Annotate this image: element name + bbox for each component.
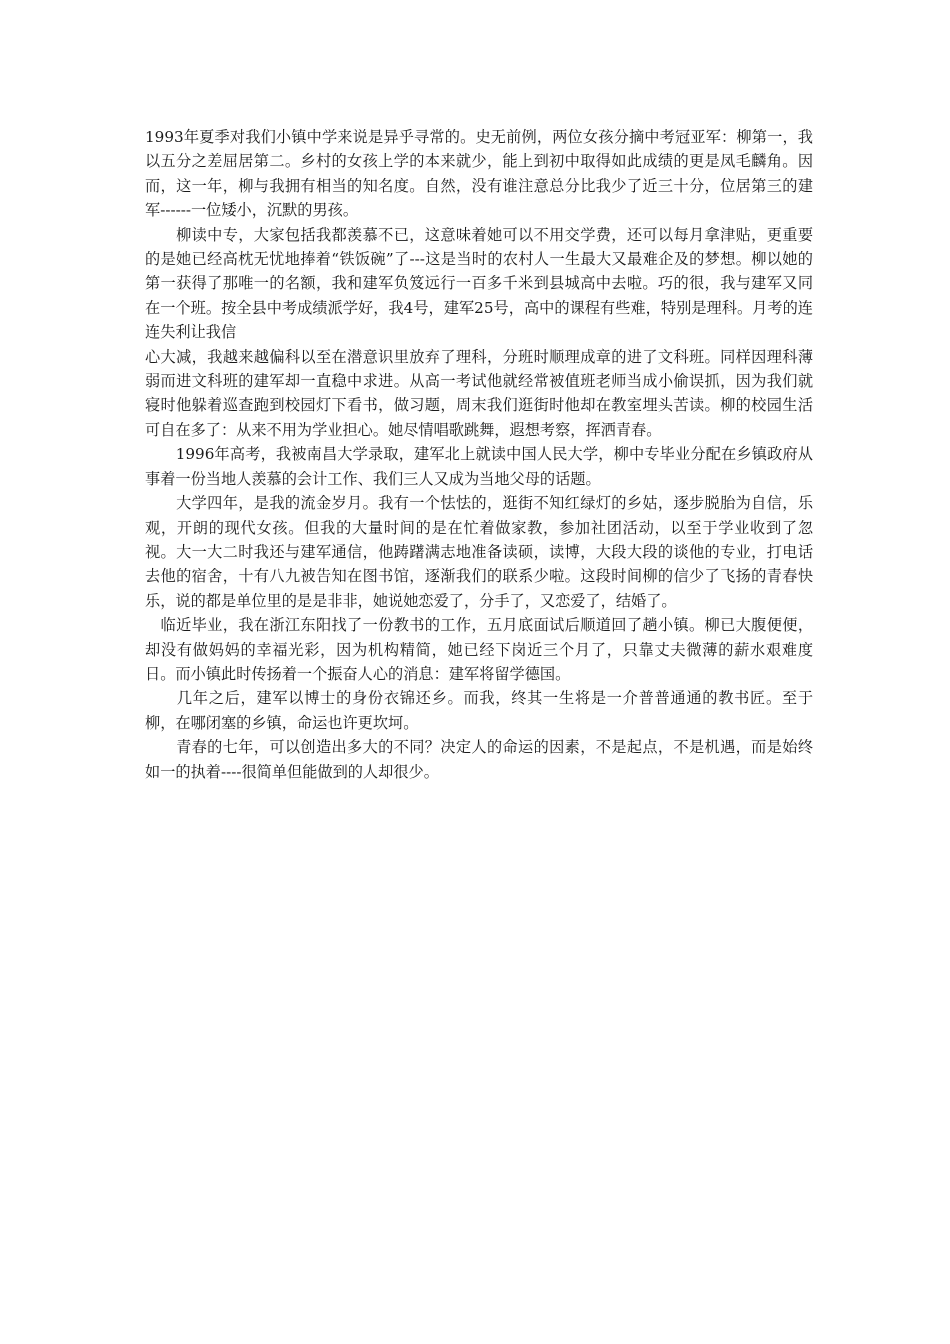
paragraph-7: 几年之后，建军以博士的身份衣锦还乡。而我，终其一生将是一介普普通通的教书匠。至于柳，在哪闭塞的乡镇，命运也许更坎坷。	[145, 689, 813, 732]
paragraph-2: 柳读中专，大家包括我都羡慕不已，这意味着她可以不用交学费，还可以每月拿津贴，更重要的是她已经高枕无忧地捧着“铁饭碗”了---这是当时的农村人一生最大又最难企及的梦想。柳以她的第一获得了那唯一的名额，我和建军负笈远行一百多千米到县城高中去啦。巧的很，我与建军又同在一个班。按全县中考成绩派学好，我4号，建军25号，高中的课程有些难，特别是理科。月考的连连失利让我信	[145, 225, 813, 342]
paragraph-6: 临近毕业，我在浙江东阳找了一份教书的工作，五月底面试后顺道回了趟小镇。柳已大腹便便，却没有做妈妈的幸福光彩，因为机构精简，她已经下岗近三个月了，只靠丈夫微薄的薪水艰难度日。而小镇此时传扬着一个振奋人心的消息：建军将留学德国。	[145, 616, 813, 683]
paragraph-8: 青春的七年，可以创造出多大的不同？决定人的命运的因素，不是起点，不是机遇，而是始终如一的执着----很简单但能做到的人却很少。	[145, 738, 813, 781]
paragraph-3: 心大减，我越来越偏科以至在潜意识里放弃了理科，分班时顺理成章的进了文科班。同样因理科薄弱而进文科班的建军却一直稳中求进。从高一考试他就经常被值班老师当成小偷误抓，因为我们就寝时他躲着巡查跑到校园灯下看书，做习题，周末我们逛街时他却在教室埋头苦读。柳的校园生活可自在多了：从来不用为学业担心。她尽情唱歌跳舞，遐想考察，挥洒青春。	[145, 347, 813, 439]
document-body	[145, 125, 813, 784]
paragraph-1: 1993年夏季对我们小镇中学来说是异乎寻常的。史无前例，两位女孩分摘中考冠亚军：柳第一，我以五分之差屈居第二。乡村的女孩上学的本来就少，能上到初中取得如此成绩的更是凤毛麟角。因而，这一年，柳与我拥有相当的知名度。自然，没有谁注意总分比我少了近三十分，位居第三的建军------一位矮小，沉默的男孩。	[145, 128, 813, 220]
paragraph-5: 大学四年，是我的流金岁月。我有一个怯怯的，逛街不知红绿灯的乡姑，逐步脱胎为自信，乐观，开朗的现代女孩。但我的大量时间的是在忙着做家教，参加社团活动，以至于学业收到了忽视。大一大二时我还与建军通信，他踌躇满志地准备读硕，读博，大段大段的谈他的专业，打电话去他的宿舍，十有八九被告知在图书馆，逐渐我们的联系少啦。这段时间柳的信少了飞扬的青春快乐，说的都是单位里的是是非非，她说她恋爱了，分手了，又恋爱了，结婚了。	[145, 494, 813, 610]
paragraph-4: 1996年高考，我被南昌大学录取，建军北上就读中国人民大学，柳中专毕业分配在乡镇政府从事着一份当地人羡慕的会计工作、我们三人又成为当地父母的话题。	[145, 445, 813, 488]
